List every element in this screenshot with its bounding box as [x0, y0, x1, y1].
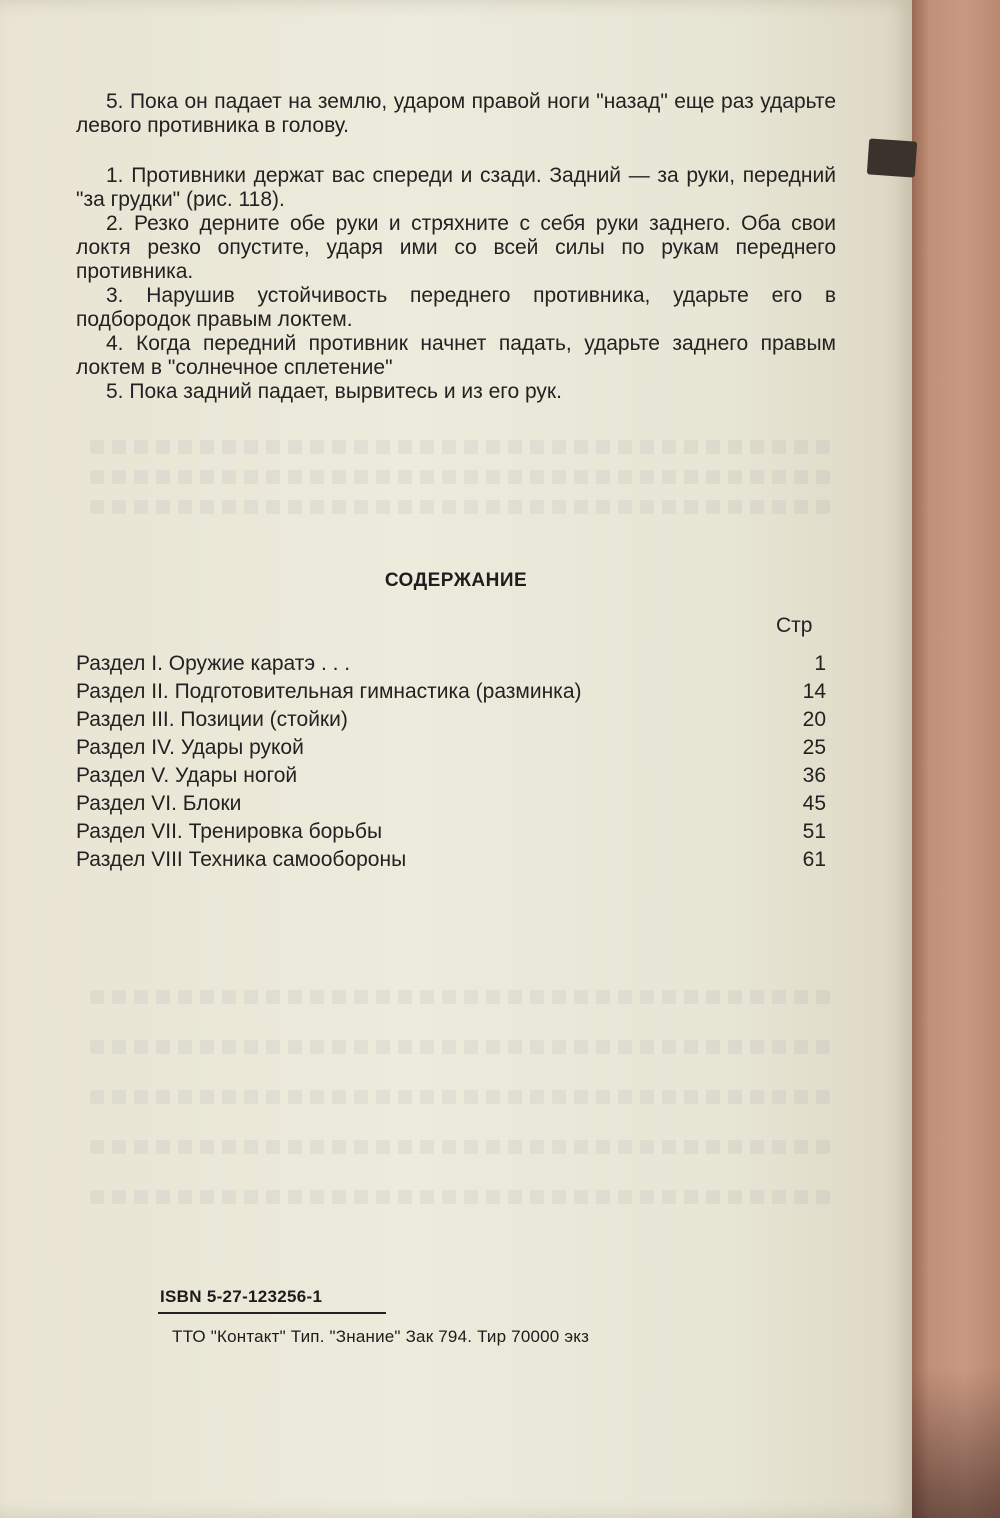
contents-entry-page: 51: [802, 820, 826, 843]
contents-entry-label: Раздел VIII Техника самообороны: [76, 848, 407, 871]
contents-entry-label: Раздел VII. Тренировка борьбы: [76, 820, 383, 843]
body-paragraph: 5. Пока задний падает, вырвитесь и из его рук.: [106, 380, 562, 403]
contents-entry-page: 45: [802, 792, 826, 815]
contents-entry: [76, 820, 826, 844]
body-paragraph: 5. Пока он падает на землю, ударом правой ноги "назад" еще раз ударьте левого противника в голову.: [76, 90, 836, 137]
contents-entry-page: 61: [802, 848, 826, 871]
body-paragraph: 4. Когда передний противник начнет падать, ударьте заднего правым локтем в "солнечное сплетение": [76, 332, 836, 379]
contents-entry-page: 36: [802, 764, 826, 787]
contents-title: СОДЕРЖАНИЕ: [384, 570, 528, 591]
imprint-line: ТТО "Контакт" Тип. "Знание" Зак 794. Тир 70000 экз: [172, 1327, 590, 1346]
contents-entry: [76, 652, 826, 676]
page-tab-marker: [867, 138, 917, 177]
contents-entry-label: Раздел IV. Удары рукой: [76, 736, 304, 759]
body-paragraph: 1. Противники держат вас спереди и сзади. Задний — за руки, передний "за грудки" (рис. 118).: [76, 164, 836, 211]
show-through-line: [90, 440, 830, 454]
show-through-line: [90, 1040, 830, 1054]
contents-entry-label: Раздел VI. Блоки: [76, 792, 242, 815]
contents-entry-label: Раздел II. Подготовительная гимнастика (разминка): [76, 680, 582, 703]
contents-entry-page: 14: [802, 680, 826, 703]
contents-entry-page: 25: [802, 736, 826, 759]
body-paragraph: 2. Резко дерните обе руки и стряхните с себя руки заднего. Оба свои локтя резко опустите, ударя ими со всей силы по рукам переднего противника.: [76, 212, 836, 283]
contents-entry-page: 1: [814, 652, 826, 675]
show-through-line: [90, 1090, 830, 1104]
book-edge-shadow: [912, 1368, 1000, 1518]
contents-entry: [76, 764, 826, 788]
page-column-header: Стр: [776, 614, 813, 637]
show-through-line: [90, 470, 830, 484]
divider-rule: [158, 1312, 386, 1314]
show-through-line: [90, 500, 830, 514]
contents-entry: [76, 848, 826, 872]
contents-entry: [76, 736, 826, 760]
show-through-line: [90, 990, 830, 1004]
contents-entry-page: 20: [802, 708, 826, 731]
contents-entry: [76, 680, 826, 704]
contents-entry-label: Раздел I. Оружие каратэ . . .: [76, 652, 351, 675]
contents-entry-label: Раздел V. Удары ногой: [76, 764, 298, 787]
body-paragraph: 3. Нарушив устойчивость переднего противника, ударьте его в подбородок правым локтем.: [76, 284, 836, 331]
contents-entry: [76, 792, 826, 816]
isbn-label: ISBN 5-27-123256-1: [160, 1287, 323, 1306]
contents-entry: [76, 708, 826, 732]
contents-entry-label: Раздел III. Позиции (стойки): [76, 708, 348, 731]
book-cover-edge: [912, 0, 1000, 1518]
show-through-line: [90, 1190, 830, 1204]
show-through-line: [90, 1140, 830, 1154]
